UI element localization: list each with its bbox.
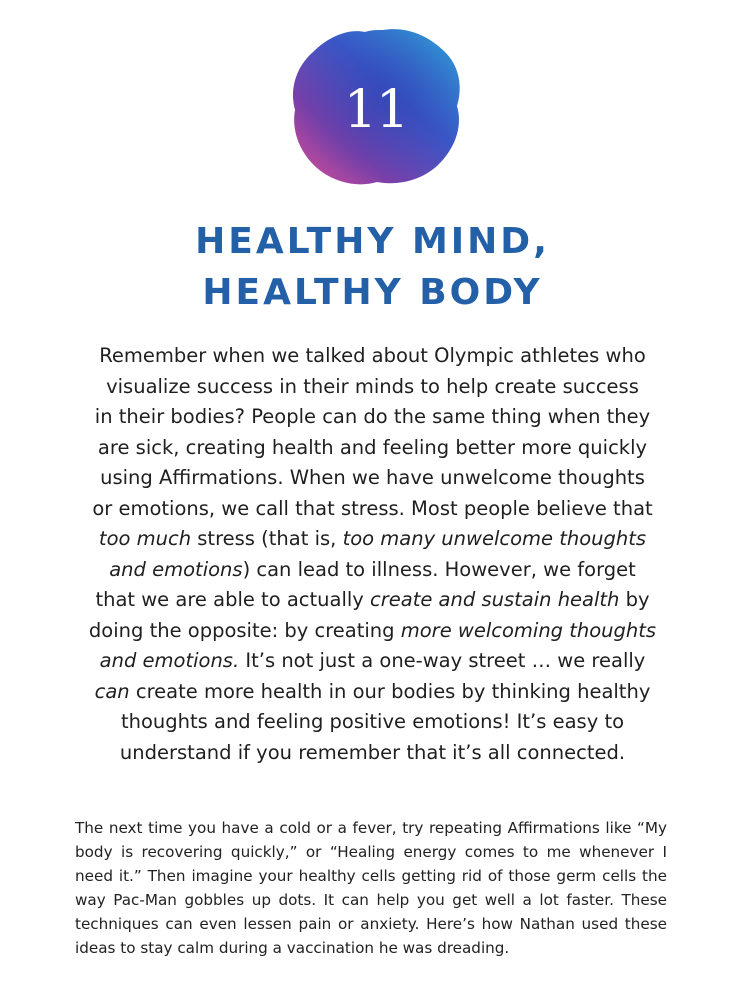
intro-line — [80, 402, 665, 433]
intro-text: doing the opposite: by creating — [88, 618, 401, 642]
intro-line — [80, 524, 665, 555]
chapter-title — [0, 216, 745, 318]
intro-text: or emotions, we call that stress. Most people believe that — [92, 496, 653, 520]
intro-line — [80, 494, 665, 525]
intro-text: that we are able to actually — [95, 588, 371, 611]
intro-text: visualize success in their minds to help create success — [106, 374, 639, 398]
intro-text: in their bodies? People can do the same thing when they — [94, 405, 651, 428]
intro-text: thoughts and feeling positive emotions! It’s easy to — [120, 710, 625, 733]
intro-text: Remember when we talked about Olympic athletes who — [99, 344, 646, 367]
intro-text: are sick, creating health and feeling better more quickly — [97, 435, 648, 459]
intro-emphasis: and emotions — [109, 557, 243, 581]
chapter-title-line: HEALTHY MIND, — [195, 221, 550, 262]
intro-line — [80, 646, 665, 677]
intro-emphasis: too many unwelcome thoughts — [342, 527, 647, 550]
intro-emphasis: create and sustain health — [370, 588, 620, 611]
intro-line — [80, 341, 665, 372]
body-line: techniques can even lessen pain or anxiety. Here’s how Nathan used these — [75, 915, 667, 934]
body-line: need it.” Then imagine your healthy cells getting rid of those germ cells the — [75, 867, 667, 886]
chapter-number: 11 — [343, 80, 409, 140]
intro-line — [80, 585, 665, 616]
body-line: way Pac-Man gobbles up dots. It can help you get well a lot faster. These — [75, 891, 667, 910]
intro-text: It’s not just a one-way street … we really — [239, 649, 646, 672]
intro-paragraph — [80, 341, 665, 768]
body-line: The next time you have a cold or a fever, try repeating Affirmations like “My — [75, 819, 667, 837]
intro-line — [80, 677, 665, 708]
intro-line — [80, 555, 665, 586]
intro-line — [80, 433, 665, 464]
intro-emphasis: more welcoming thoughts — [400, 618, 657, 642]
chapter-title-line: HEALTHY BODY — [202, 272, 543, 313]
intro-emphasis: can — [94, 679, 130, 703]
body-line: ideas to stay calm during a vaccination he was dreading. — [75, 939, 510, 958]
intro-text: using Affirmations. When we have unwelcome thoughts — [100, 466, 645, 489]
body-line: body is recovering quickly,” or “Healing energy comes to me whenever I — [75, 843, 667, 862]
intro-line — [80, 616, 665, 647]
intro-text: by — [619, 588, 650, 611]
body-paragraph — [75, 816, 667, 961]
intro-text: create more health in our bodies by thinking healthy — [129, 679, 651, 703]
intro-line — [80, 463, 665, 494]
intro-emphasis: too much — [98, 527, 192, 550]
intro-line — [80, 372, 665, 403]
intro-emphasis: and emotions. — [99, 649, 240, 672]
chapter-badge — [287, 22, 465, 190]
intro-line — [80, 738, 665, 769]
intro-line — [80, 707, 665, 738]
intro-text: understand if you remember that it’s all connected. — [119, 740, 626, 764]
intro-text: ) can lead to illness. However, we forget — [242, 557, 636, 581]
intro-text: stress (that is, — [191, 527, 343, 550]
